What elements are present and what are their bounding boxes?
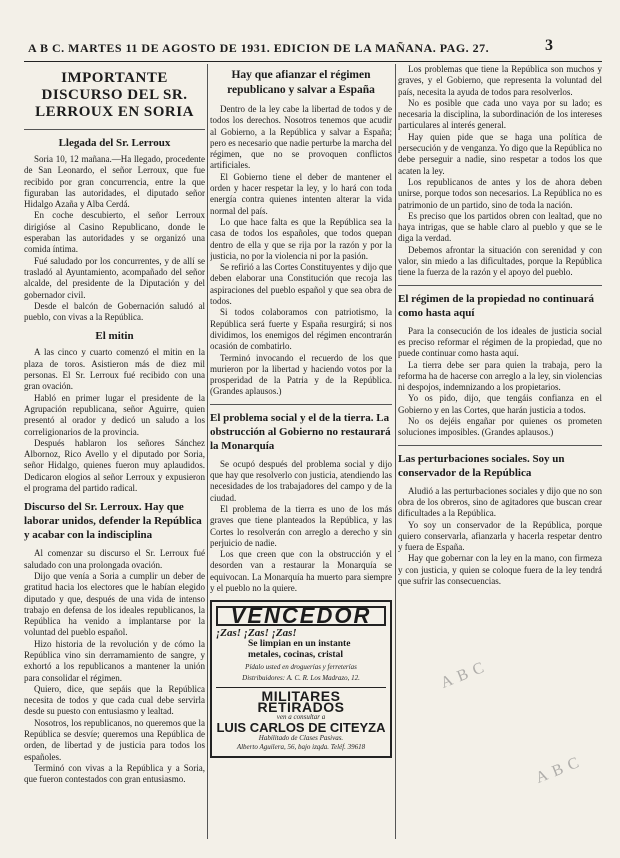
- paragraph: Hay que gobernar con la ley en la mano, con firmeza y con justicia, y quien se coloque fuera de la ley tendrá que sufrir las consecuencias.: [398, 553, 602, 586]
- paragraph: No es posible que cada uno vaya por su lado; es necesaria la disciplina, la subordinación de los intereses particulares al interés general.: [398, 97, 602, 131]
- ad-logo: VENCEDOR: [216, 606, 386, 625]
- ad-note: Pídalo usted en droguerías y ferreterías: [245, 662, 357, 671]
- ad-tagline: [216, 639, 386, 661]
- separator: [24, 129, 205, 130]
- paragraph: Desde el balcón de Gobernación saludó al pueblo, con vivas a la República.: [24, 300, 205, 323]
- article-body: [398, 64, 602, 279]
- paragraph: Terminó con vivas a la República y a Soria, que fueron contestados con gran entusiasmo.: [24, 762, 205, 785]
- svg-text:ABC: ABC: [438, 657, 492, 692]
- paragraph: Nosotros, los republicanos, no queremos que la República se desvíe; queremos una República de orden, de libertad y de justicia para todos los españoles.: [24, 717, 205, 762]
- ad-distributor: Distribuidores: A. C. R. Los Madrazo, 12.: [242, 673, 360, 682]
- separator: [398, 445, 602, 446]
- ad-slogan: ¡Zas! ¡Zas! ¡Zas!: [216, 626, 297, 639]
- paragraph: Los que creen que con la obstrucción y el desorden van a restaurar la Monarquía se equivocan. La Monarquía ha muerto para siempre y el pueblo no la quiere.: [210, 549, 392, 593]
- column-1: [24, 64, 205, 839]
- paragraph: Lo que hace falta es que la República sea la casa de todos los españoles, que todos quepan dentro de ella y que se rija por la razón y por la justicia, no por la violencia ni por la pasión.: [210, 216, 392, 261]
- paragraph: Soria 10, 12 mañana.—Ha llegado, procedente de San Leonardo, el señor Lerroux, que fue recibido por gran concurrencia, entre la que figuraban las autoridades, el diputado señor Hidalgo Azaña y Alba Cerdá.: [24, 154, 205, 210]
- advertisement-retirees: [216, 687, 386, 752]
- ad-line: metales, cocinas, cristal: [248, 649, 343, 660]
- paragraph: Quiero, dice, que sepáis que la República necesita de todos y que cada cual debe servirla desde su puesto con entusiasmo y lealtad.: [24, 683, 205, 717]
- section-title: El régimen de la propiedad no continuará como hasta aquí: [398, 292, 594, 319]
- separator: [398, 285, 602, 286]
- paragraph: En coche descubierto, el señor Lerroux dirigióse al Casino Republicano, donde le esperaban las autoridades y se organizó una comida íntima.: [24, 210, 205, 255]
- main-headline: IMPORTANTE DISCURSO DEL SR. LERROUX EN SORIA: [35, 70, 194, 120]
- paragraph: Debemos afrontar la situación con serenidad y con valor, sin miedo a las dificultades, porque la República tiene la fuerza de la razón y el apoyo del pueblo.: [398, 244, 602, 278]
- paragraph: Hizo historia de la revolución y de cómo la República vino sin derramamiento de sangre, y exhortó a los republicanos a mantener la unión para consolidar el régimen.: [24, 638, 205, 683]
- paragraph: No os dejéis engañar por quienes os prometen soluciones imposibles. (Grandes aplausos.): [398, 416, 602, 438]
- advertisement-cleaner: [210, 600, 392, 757]
- ad-title: MILITARES RETIRADOS: [257, 687, 345, 716]
- column-divider-2: [395, 64, 396, 839]
- paragraph: Se refirió a las Cortes Constituyentes y dijo que deben elaborar una Constitución que recoja las aspiraciones del pueblo español y que sea obra de todos.: [210, 262, 392, 307]
- column-divider-1: [207, 64, 208, 839]
- paragraph: Si todos colaboramos con patriotismo, la República será fuerte y España resurgirá; si nos dividimos, los enemigos del régimen encontrarán ocasión de combatirlo.: [210, 307, 392, 352]
- paragraph: Se ocupó después del problema social y dijo que hay que resolverlo con justicia, atendiendo las necesidades de los trabajadores del campo y de la ciudad.: [210, 458, 392, 503]
- paragraph: Dentro de la ley cabe la libertad de todos y de todos los derechos. Nosotros tenemos que acudir al Gobierno, a la República y salvar a España; pero es necesario que nadie perturbe la marcha del régimen, que no se provoquen conflictos artificiales.: [210, 104, 392, 171]
- paragraph: Al comenzar su discurso el Sr. Lerroux fué saludado con una prolongada ovación.: [24, 548, 205, 570]
- page-header: A B C. MARTES 11 DE AGOSTO DE 1931. EDICION DE LA MAÑANA. PAG. 27.: [28, 41, 490, 55]
- article-body: [398, 486, 602, 588]
- header-rule: [24, 61, 602, 62]
- column-2: [210, 64, 392, 839]
- ad-address: Alberto Aguilera, 56, bajo izqda. Teléf. 39618: [236, 742, 366, 751]
- article-body: [210, 459, 392, 595]
- paragraph: Hay quien pide que se haga una política de persecución y de venganza. Yo digo que la República no debe perseguir a nadie, sino respetar a todos los que acaten la ley.: [398, 131, 602, 176]
- paragraph: Los republicanos de antes y los de ahora deben unirse, porque todos son necesarios. La República no es patrimonio de un partido, sino de toda la nación.: [398, 176, 602, 210]
- column-3: [398, 64, 602, 839]
- article-body: [210, 104, 392, 398]
- paragraph: Aludió a las perturbaciones sociales y dijo que no son obra de los obreros, sino de agitadores que buscan crear dificultades a la República.: [398, 485, 602, 519]
- paragraph: El Gobierno tiene el deber de mantener el orden y hacer respetar la ley, y lo hará con toda energía contra quienes intenten alterar la vida normal del país.: [210, 171, 392, 216]
- paragraph: Después hablaron los señores Sánchez Albornoz, Rico Avello y el diputado por Soria, señor Hidalgo, quienes fueron muy aplaudidos. Dedicaron elogios al señor Lerroux y expusieron el programa del partido radical.: [24, 437, 205, 494]
- ad-subtitle: ven a consultar a: [276, 713, 326, 722]
- ad-detail: Habilitado de Clases Pasivas.: [258, 733, 344, 742]
- svg-text:ABC: ABC: [533, 752, 587, 787]
- article-body: [24, 548, 205, 785]
- page-folio: 3: [545, 37, 553, 54]
- section-title: Hay que afianzar el régimen republicano y salvar a España: [227, 69, 375, 96]
- ad-line: Se limpian en un instante: [248, 638, 351, 649]
- paragraph: Es preciso que los partidos obren con lealtad, que no haya intrigas, que se hable claro al pueblo y que se le diga la verdad.: [398, 210, 602, 244]
- article-body: [24, 154, 205, 323]
- section-title: El problema social y el de la tierra. La obstrucción al Gobierno no restaurará la Monarquía: [210, 411, 391, 452]
- paragraph: Terminó invocando el recuerdo de los que murieron por la libertad y haciendo votos por la prosperidad de la Patria y de la República. (Grandes aplausos.): [210, 352, 392, 397]
- section-title: Discurso del Sr. Lerroux. Hay que laborar unidos, defender la República y acabar con la indisciplina: [24, 501, 202, 542]
- article-body: [398, 326, 602, 439]
- paragraph: A las cinco y cuarto comenzó el mitin en la plaza de toros. Asistieron más de diez mil personas. El Sr. Lerroux fué recibido con una gran ovación.: [24, 347, 205, 392]
- paragraph: Los problemas que tiene la República son muchos y graves, y el Gobierno, que representa la voluntad del país, necesita la ayuda de todos para resolverlos.: [398, 64, 602, 97]
- paragraph: Habló en primer lugar el presidente de la Agrupación republicana, señor Aguirre, quien presentó al orador y dedicó un saludo a los correligionarios de la provincia.: [24, 392, 205, 437]
- paragraph: Para la consecución de los ideales de justicia social es preciso reformar el régimen de la propiedad, que no puede continuar como hasta aquí.: [398, 325, 602, 359]
- ad-name: LUIS CARLOS DE CITEYZA: [216, 720, 386, 736]
- article-body: [24, 347, 205, 494]
- paragraph: El problema de la tierra es uno de los más graves que tiene planteados la República, y las Cortes lo resolverán con arreglo a derecho y sin perjuicio de nadie.: [210, 503, 392, 548]
- paragraph: Yo soy un conservador de la República, porque quiero conservarla, afianzarla y hacerla respetar dentro y fuera de España.: [398, 519, 602, 553]
- section-title: El mitin: [95, 330, 134, 343]
- separator: [210, 404, 392, 405]
- paragraph: Yo os pido, dijo, que tengáis confianza en el Gobierno y en las Cortes, que harán justicia a todos.: [398, 393, 602, 415]
- paragraph: La tierra debe ser para quien la trabaja, pero la reforma ha de hacerse con arreglo a la ley, sin violencias ni despojos, indemnizando a los propietarios.: [398, 359, 602, 393]
- section-title: Llegada del Sr. Lerroux: [58, 137, 171, 149]
- paragraph: Dijo que venía a Soria a cumplir un deber de gratitud hacia los electores que le habían elegido diputado y que, después de una vida de intenso trabajo en defensa de los ideales republicanos, la República ha venido a implantarse por la voluntad del pueblo español.: [24, 570, 205, 638]
- paragraph: Fué saludado por los concurrentes, y de allí se trasladó al Ayuntamiento, acompañado del señor alcalde, del presidente de la Diputación y del gobernador civil.: [24, 255, 205, 300]
- section-title: Las perturbaciones sociales. Soy un conservador de la República: [398, 452, 565, 479]
